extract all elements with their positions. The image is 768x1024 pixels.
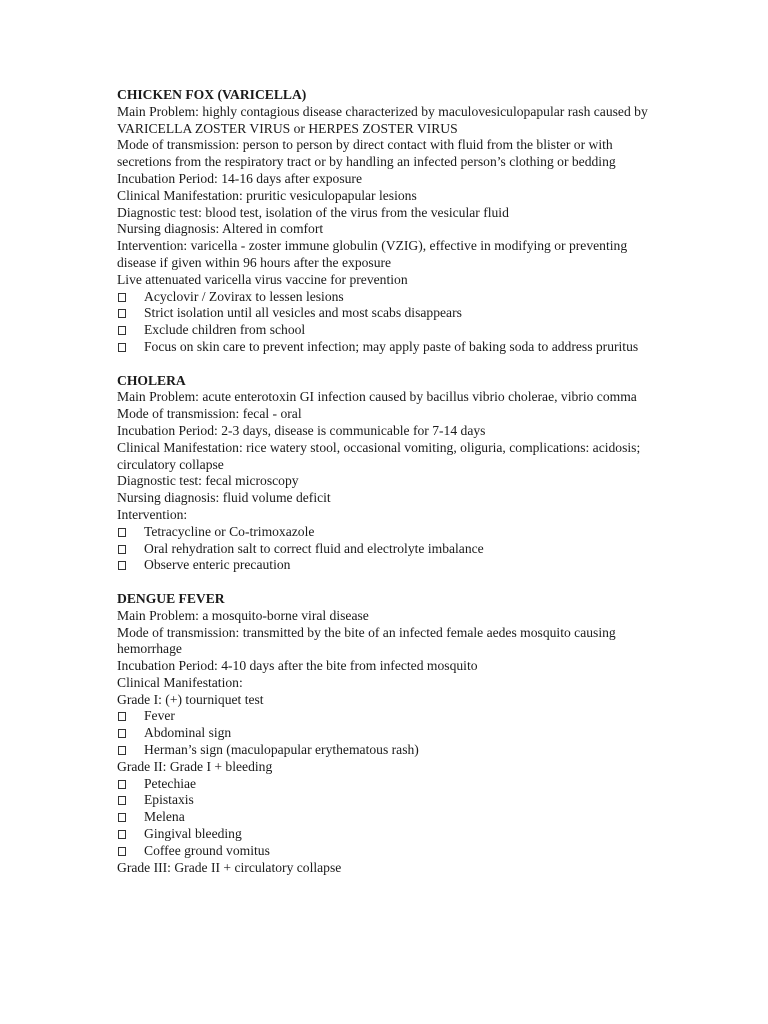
text-line: Nursing diagnosis: fluid volume deficit [117, 490, 331, 506]
section-title: CHICKEN FOX (VARICELLA) [117, 87, 307, 102]
text-line: Diagnostic test: blood test, isolation of the virus from the vesicular fluid [117, 204, 509, 220]
list-item: Exclude children from school [117, 322, 657, 339]
checkbox-icon [118, 545, 126, 554]
section-chicken-pox [117, 87, 657, 356]
list-item: Epistaxis [117, 792, 657, 809]
list-item: Tetracycline or Co-trimoxazole [117, 524, 657, 541]
list-item: Melena [117, 809, 657, 826]
checkbox-icon [118, 343, 126, 352]
text-line: Incubation Period: 14-16 days after exposure [117, 170, 362, 186]
text-line: Clinical Manifestation: rice watery stool, occasional vomiting, oliguria, complications: acidosis; circulatory collapse [117, 439, 641, 472]
text-line: Clinical Manifestation: [117, 674, 243, 690]
text-line: Nursing diagnosis: Altered in comfort [117, 221, 324, 237]
section-title: DENGUE FEVER [117, 590, 225, 606]
list-item: Strict isolation until all vesicles and most scabs disappears [117, 305, 657, 322]
checkbox-icon [118, 847, 126, 856]
checkbox-icon [118, 712, 126, 721]
text-line: Mode of transmission: transmitted by the bite of an infected female aedes mosquito causing hemorrhage [117, 624, 616, 657]
text-line: Grade II: Grade I + bleeding [117, 758, 273, 774]
checkbox-icon [118, 796, 126, 805]
checkbox-icon [118, 746, 126, 755]
checkbox-icon [118, 309, 126, 318]
checkbox-icon [118, 293, 126, 302]
checkbox-icon [118, 813, 126, 822]
text-line: Diagnostic test: fecal microscopy [117, 473, 299, 489]
text-line: Incubation Period: 2-3 days, disease is communicable for 7-14 days [117, 422, 486, 438]
list-item: Fever [117, 708, 657, 725]
list-item: Herman’s sign (maculopapular erythematous rash) [117, 742, 657, 759]
section-cholera [117, 373, 657, 575]
text-line: Main Problem: a mosquito-borne viral disease [117, 607, 369, 623]
text-line: Live attenuated varicella virus vaccine for prevention [117, 271, 408, 287]
section-dengue-fever [117, 591, 657, 877]
text-line: Main Problem: highly contagious disease characterized by maculovesiculopapular rash caused by VARICELLA ZOSTER VIRUS or HERPES ZOSTER VIRUS [117, 103, 648, 136]
text-line: Mode of transmission: person to person by direct contact with fluid from the blister or with secretions from the respiratory tract or by handling an infected person’s clothing or bedding [117, 137, 616, 170]
list-item: Oral rehydration salt to correct fluid and electrolyte imbalance [117, 541, 657, 558]
list-item: Petechiae [117, 776, 657, 793]
checkbox-icon [118, 780, 126, 789]
checkbox-icon [118, 729, 126, 738]
list-item: Observe enteric precaution [117, 557, 657, 574]
list-item: Coffee ground vomitus [117, 843, 657, 860]
list-item: Gingival bleeding [117, 826, 657, 843]
text-line: Intervention: varicella - zoster immune globulin (VZIG), effective in modifying or preventing disease if given within 96 hours after the exposure [117, 238, 628, 270]
text-line: Intervention: [117, 506, 188, 522]
text-line: Grade I: (+) tourniquet test [117, 691, 264, 707]
list-item: Focus on skin care to prevent infection; may apply paste of baking soda to address pruritus [117, 339, 657, 356]
checkbox-icon [118, 528, 126, 537]
text-line: Incubation Period: 4-10 days after the bite from infected mosquito [117, 658, 478, 674]
text-line: Main Problem: acute enterotoxin GI infection caused by bacillus vibrio cholerae, vibrio comma [117, 389, 637, 405]
section-title: CHOLERA [117, 372, 186, 388]
checkbox-icon [118, 326, 126, 335]
text-line: Clinical Manifestation: pruritic vesiculopapular lesions [117, 187, 417, 203]
text-line: Mode of transmission: fecal - oral [117, 406, 302, 422]
checkbox-icon [118, 561, 126, 570]
list-item: Abdominal sign [117, 725, 657, 742]
list-item: Acyclovir / Zovirax to lessen lesions [117, 289, 657, 306]
checkbox-icon [118, 830, 126, 839]
text-line: Grade III: Grade II + circulatory collapse [117, 859, 342, 875]
document-page [117, 87, 657, 876]
